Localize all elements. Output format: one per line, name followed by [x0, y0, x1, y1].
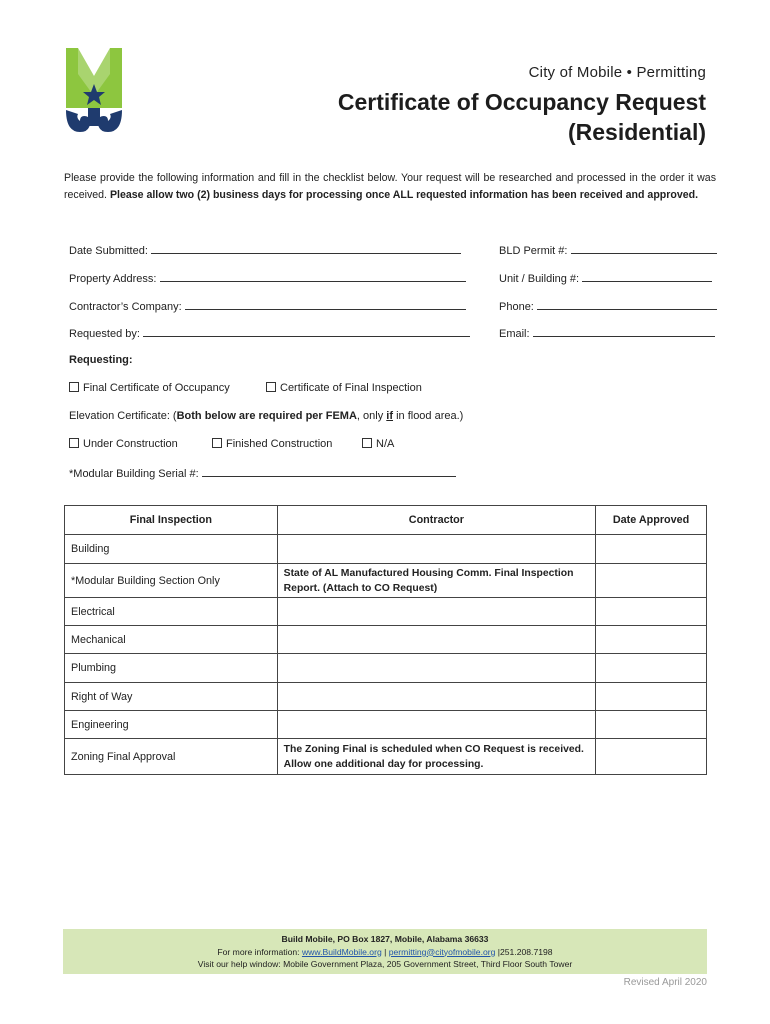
header-date-approved: Date Approved [596, 506, 707, 535]
finished-construction-option[interactable]: Finished Construction [212, 438, 332, 450]
form-title: Certificate of Occupancy Request (Residential) [337, 89, 706, 145]
contractor-cell[interactable] [277, 598, 595, 626]
intro-paragraph: Please provide the following information and fill in the checklist below. Your request will be researched and processed in the order it was received. Please allow two (2) business days for processing once ALL requested information has been received and approved. [64, 172, 716, 201]
revised-date: Revised April 2020 [623, 977, 707, 988]
inspection-cell: Right of Way [65, 683, 278, 711]
email-field[interactable] [533, 325, 715, 337]
under-construction-option[interactable]: Under Construction [69, 438, 178, 450]
inspection-cell: Mechanical [65, 626, 278, 654]
inspection-cell: *Modular Building Section Only [65, 564, 278, 598]
under-construction-checkbox[interactable] [69, 438, 79, 448]
table-row [65, 683, 707, 711]
table-row [65, 711, 707, 739]
contractor-cell: State of AL Manufactured Housing Comm. Final Inspection Report. (Attach to CO Request) [277, 564, 595, 598]
date-submitted-field[interactable] [151, 242, 461, 254]
footer-help-window: Visit our help window: Mobile Government Plaza, 205 Government Street, Third Floor South Tower [197, 959, 573, 969]
city-of-mobile-logo [62, 44, 126, 136]
final-co-option[interactable]: Final Certificate of Occupancy [69, 382, 230, 394]
date-approved-cell[interactable] [596, 711, 707, 739]
header-final-inspection: Final Inspection [65, 506, 278, 535]
requested-by-label: Requested by: [69, 328, 140, 340]
table-row [65, 626, 707, 654]
modular-serial-label: *Modular Building Serial #: [69, 468, 199, 480]
field-row-2 [69, 270, 719, 286]
inspection-cell: Plumbing [65, 654, 278, 683]
contractor-cell[interactable] [277, 711, 595, 739]
header-contractor: Contractor [277, 506, 595, 535]
modular-serial-field[interactable] [202, 465, 456, 477]
date-approved-cell[interactable] [596, 598, 707, 626]
modular-serial-row [69, 465, 456, 480]
requesting-label: Requesting: [69, 354, 133, 366]
inspection-cell: Electrical [65, 598, 278, 626]
contractor-cell[interactable] [277, 654, 595, 683]
footer-address: Build Mobile, PO Box 1827, Mobile, Alabama 36633 [281, 934, 489, 944]
phone-field[interactable] [537, 298, 717, 310]
field-row-1 [69, 242, 719, 258]
contractor-cell: The Zoning Final is scheduled when CO Request is received. Allow one additional day for processing. [277, 739, 595, 775]
bld-permit-field[interactable] [571, 242, 717, 254]
phone-label: Phone: [499, 301, 534, 313]
inspection-cell: Building [65, 535, 278, 564]
contractor-cell[interactable] [277, 683, 595, 711]
property-address-field[interactable] [160, 270, 466, 282]
final-inspection-option[interactable]: Certificate of Final Inspection [266, 382, 422, 394]
table-row [65, 598, 707, 626]
na-checkbox[interactable] [362, 438, 372, 448]
contractor-cell[interactable] [277, 535, 595, 564]
contractors-company-label: Contractor’s Company: [69, 301, 182, 313]
finished-construction-checkbox[interactable] [212, 438, 222, 448]
final-co-checkbox[interactable] [69, 382, 79, 392]
field-row-3 [69, 298, 719, 314]
inspection-cell: Engineering [65, 711, 278, 739]
date-submitted-label: Date Submitted: [69, 245, 148, 257]
table-row [65, 535, 707, 564]
table-header-row [65, 506, 707, 535]
table-row [65, 564, 707, 598]
na-option[interactable]: N/A [362, 438, 394, 450]
buildmobile-link[interactable]: www.BuildMobile.org [301, 946, 382, 957]
header [338, 64, 706, 147]
bld-permit-label: BLD Permit #: [499, 245, 568, 257]
footer [63, 929, 707, 974]
inspection-table [64, 505, 707, 775]
inspection-cell: Zoning Final Approval [65, 739, 278, 775]
requested-by-field[interactable] [143, 325, 470, 337]
date-approved-cell[interactable] [596, 683, 707, 711]
date-approved-cell[interactable] [596, 535, 707, 564]
department-label: City of Mobile • Permitting [528, 64, 706, 81]
email-label: Email: [499, 328, 530, 340]
final-inspection-checkbox[interactable] [266, 382, 276, 392]
elevation-certificate-label: Elevation Certificate: (Both below are required per FEMA, only if in flood area.) [69, 410, 464, 422]
date-approved-cell[interactable] [596, 739, 707, 775]
unit-building-field[interactable] [582, 270, 712, 282]
contractor-cell[interactable] [277, 626, 595, 654]
table-row [65, 654, 707, 683]
date-approved-cell[interactable] [596, 626, 707, 654]
table-row [65, 739, 707, 775]
contractors-company-field[interactable] [185, 298, 466, 310]
property-address-label: Property Address: [69, 273, 157, 285]
unit-building-label: Unit / Building #: [499, 273, 580, 285]
footer-contact: For more information: www.BuildMobile.org | permitting@cityofmobile.org |251.208.7198 [217, 946, 553, 957]
permitting-email-link[interactable]: permitting@cityofmobile.org [388, 946, 496, 957]
field-row-4 [69, 325, 719, 341]
date-approved-cell[interactable] [596, 564, 707, 598]
date-approved-cell[interactable] [596, 654, 707, 683]
